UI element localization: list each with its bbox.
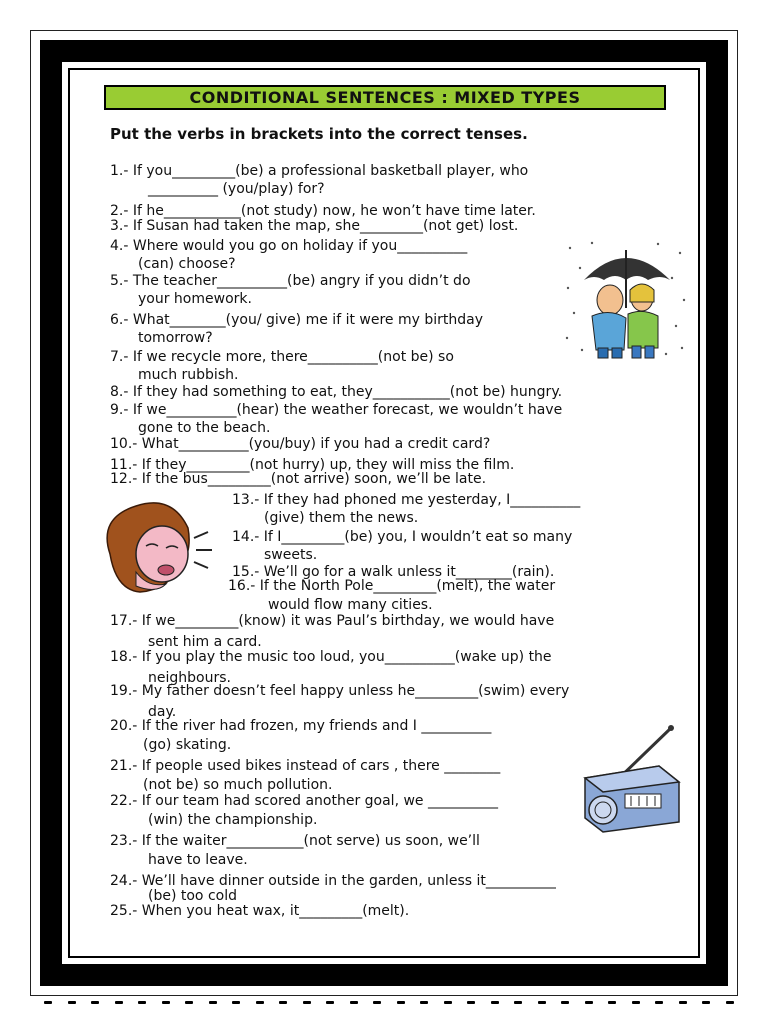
item-text: If the waiter___________(not serve) us soon, we’ll	[141, 833, 480, 849]
item-continuation: day.	[148, 704, 177, 720]
exercise-item	[232, 492, 580, 508]
item-continuation: your homework.	[138, 291, 252, 307]
radio-clipart-icon	[575, 722, 685, 834]
exercise-item	[110, 273, 471, 289]
item-number: 1.-	[110, 163, 129, 179]
item-text: If the river had frozen, my friends and I __________	[141, 718, 492, 734]
crying-girl-clipart-icon	[96, 498, 220, 598]
item-number: 18.-	[110, 649, 138, 665]
item-text: If the bus_________(not arrive) soon, we’ll be late.	[141, 471, 487, 487]
item-continuation: gone to the beach.	[138, 420, 271, 436]
item-number: 22.-	[110, 793, 138, 809]
item-number: 14.-	[232, 529, 260, 545]
item-number: 2.-	[110, 203, 129, 219]
exercise-item	[110, 312, 483, 328]
item-number: 20.-	[110, 718, 138, 734]
item-number: 7.-	[110, 349, 129, 365]
item-text: If they had phoned me yesterday, I__________	[263, 492, 581, 508]
exercise-item	[110, 384, 562, 400]
item-number: 19.-	[110, 683, 138, 699]
item-text: If I_________(be) you, I wouldn’t eat so many	[263, 529, 573, 545]
item-text: What__________(you/buy) if you had a credit card?	[141, 436, 491, 452]
item-text: When you heat wax, it_________(melt).	[141, 903, 410, 919]
bottom-dash-decoration	[44, 1001, 734, 1007]
exercise-item	[110, 649, 552, 665]
item-continuation: sent him a card.	[148, 634, 262, 650]
item-text: We’ll have dinner outside in the garden, unless it__________	[141, 873, 556, 889]
instructions: Put the verbs in brackets into the correct tenses.	[110, 125, 528, 143]
item-text: If the North Pole_________(melt), the water	[259, 578, 556, 594]
item-text: If we__________(hear) the weather forecast, we wouldn’t have	[132, 402, 563, 418]
exercise-item	[232, 529, 572, 545]
item-number: 17.-	[110, 613, 138, 629]
item-number: 16.-	[228, 578, 256, 594]
item-continuation: would flow many cities.	[268, 597, 433, 613]
item-text: If you play the music too loud, you__________(wake up) the	[141, 649, 552, 665]
item-continuation: (can) choose?	[138, 256, 236, 272]
exercise-item	[110, 471, 486, 487]
item-continuation: much rubbish.	[138, 367, 239, 383]
item-text: My father doesn’t feel happy unless he_________(swim) every	[141, 683, 570, 699]
item-continuation: (not be) so much pollution.	[143, 777, 333, 793]
exercise-item	[110, 349, 454, 365]
item-text: The teacher__________(be) angry if you didn’t do	[132, 273, 471, 289]
exercise-item	[110, 718, 491, 734]
item-text: If you_________(be) a professional basketball player, who	[132, 163, 529, 179]
item-number: 3.-	[110, 218, 129, 234]
exercise-item	[110, 903, 409, 919]
item-text: If they had something to eat, they___________(not be) hungry.	[132, 384, 563, 400]
item-number: 5.-	[110, 273, 129, 289]
item-number: 13.-	[232, 492, 260, 508]
item-number: 6.-	[110, 312, 129, 328]
item-text: If he___________(not study) now, he won’t have time later.	[132, 203, 536, 219]
item-number: 4.-	[110, 238, 129, 254]
exercise-item	[110, 402, 562, 418]
exercise-item	[110, 758, 500, 774]
item-continuation: have to leave.	[148, 852, 248, 868]
item-text: If Susan had taken the map, she_________(not get) lost.	[132, 218, 519, 234]
item-number: 9.-	[110, 402, 129, 418]
exercise-item	[110, 163, 528, 179]
item-continuation: (give) them the news.	[264, 510, 419, 526]
exercise-item	[110, 683, 569, 699]
item-text: If we recycle more, there__________(not be) so	[132, 349, 454, 365]
item-number: 11.-	[110, 457, 138, 473]
item-continuation: neighbours.	[148, 670, 231, 686]
exercise-item	[110, 218, 518, 234]
item-number: 23.-	[110, 833, 138, 849]
item-text: If we_________(know) it was Paul’s birthday, we would have	[141, 613, 555, 629]
item-number: 8.-	[110, 384, 129, 400]
item-number: 25.-	[110, 903, 138, 919]
exercise-item	[110, 436, 490, 452]
item-text: If our team had scored another goal, we __________	[141, 793, 498, 809]
item-continuation: (win) the championship.	[148, 812, 318, 828]
umbrella-couple-clipart-icon	[562, 238, 690, 362]
item-number: 10.-	[110, 436, 138, 452]
item-number: 24.-	[110, 873, 138, 889]
exercise-item	[110, 613, 554, 629]
item-continuation: __________ (you/play) for?	[148, 181, 325, 197]
item-text: What________(you/ give) me if it were my birthday	[132, 312, 483, 328]
exercise-item	[110, 203, 536, 219]
item-continuation: sweets.	[264, 547, 318, 563]
item-number: 21.-	[110, 758, 138, 774]
item-text: We’ll go for a walk unless it________(rain).	[263, 564, 555, 580]
item-continuation: (be) too cold	[148, 888, 237, 904]
item-text: Where would you go on holiday if you__________	[132, 238, 468, 254]
exercise-item	[110, 873, 556, 889]
item-continuation: tomorrow?	[138, 330, 213, 346]
exercise-item	[228, 578, 555, 594]
item-continuation: (go) skating.	[143, 737, 232, 753]
item-number: 12.-	[110, 471, 138, 487]
exercise-item	[110, 238, 467, 254]
worksheet-title: CONDITIONAL SENTENCES : MIXED TYPES	[104, 85, 666, 110]
exercise-item	[110, 833, 480, 849]
item-text: If people used bikes instead of cars , there ________	[141, 758, 501, 774]
exercise-item	[110, 793, 498, 809]
item-number: 15.-	[232, 564, 260, 580]
item-text: If they_________(not hurry) up, they will miss the film.	[141, 457, 515, 473]
